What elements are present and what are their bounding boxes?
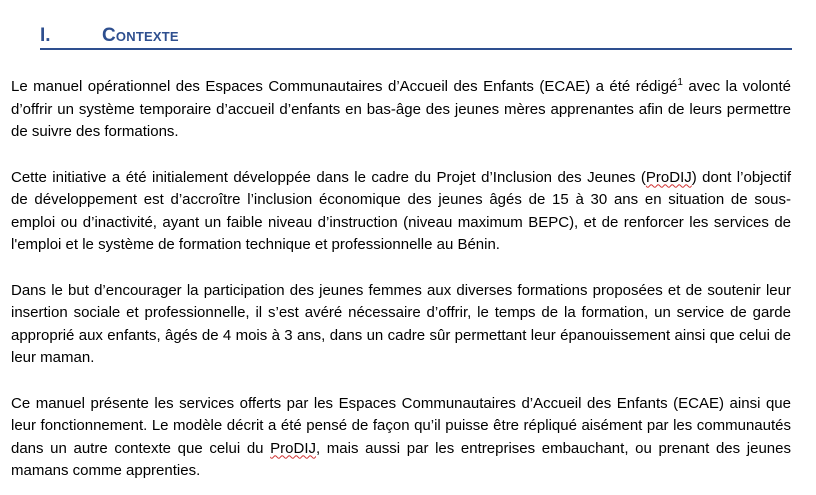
section-number: I. xyxy=(40,25,51,46)
section-title: Contexte xyxy=(102,25,179,46)
paragraph-1 xyxy=(11,76,791,144)
document-body xyxy=(11,76,791,483)
paragraph-4-text: Ce manuel présente les services offerts par les Espaces Communautaires d’Accueil des Enfants (ECAE) ainsi que leur fonctionnement. Le modèle décrit a été pensé de façon qu’il puisse être répliqué aisément par les communautés dans un autre contexte que celui du xyxy=(11,394,791,457)
paragraph-2-text-cont: ) dont l’objectif de développement est d’accroître l’inclusion économique des jeunes âgés de 15 à 30 ans en situation de sous-emploi ou d’inactivité, ayant un faible niveau d’instruction (niveau maximum BEPC), et de renforcer les services de l'emploi et le système de formation technique et professionnelle au Bénin. xyxy=(11,168,791,253)
paragraph-2-text: Cette initiative a été initialement développée dans le cadre du Projet d’Inclusion des Jeunes ( xyxy=(11,168,646,186)
paragraph-2 xyxy=(11,167,791,257)
section-heading xyxy=(40,22,792,50)
spellcheck-flagged-word[interactable]: ProDIJ xyxy=(270,439,316,457)
spellcheck-flagged-word[interactable]: ProDIJ xyxy=(645,168,692,186)
paragraph-3-text: Dans le but d’encourager la participation des jeunes femmes aux diverses formations proposées et de soutenir leur insertion sociale et professionnelle, il s’est avéré nécessaire d’offrir, le temps de la formation, un service de garde approprié aux enfants, âgés de 4 mois à 3 ans, dans un cadre sûr permettant leur épanouissement ainsi que celui de leur maman. xyxy=(11,281,791,366)
footnote-mark[interactable]: 1 xyxy=(677,77,683,88)
paragraph-1-text: Le manuel opérationnel des Espaces Communautaires d’Accueil des Enfants (ECAE) a été rédigé xyxy=(11,78,678,95)
paragraph-4 xyxy=(11,393,791,483)
paragraph-1-text-cont: avec la volonté d’offrir un système temporaire d’accueil d’enfants en bas-âge des jeunes mères apprenantes afin de leurs permettre de suivre des formations. xyxy=(11,78,791,140)
paragraph-3 xyxy=(11,280,791,370)
paragraph-4-text-cont: , mais aussi par les entreprises embauchant, ou prenant des jeunes mamans comme apprenties. xyxy=(11,439,791,479)
